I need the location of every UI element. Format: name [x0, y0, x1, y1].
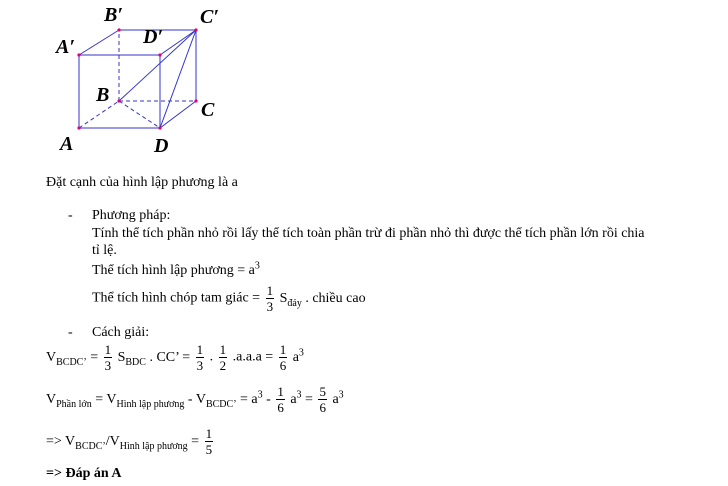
vertex-a [77, 126, 80, 129]
vertex-a1 [77, 53, 80, 56]
cube-volume-formula: Thể tích hình lập phương = $a^3$ [92, 260, 260, 278]
vertex-c1 [194, 28, 197, 31]
equation-2: $V_{Phần lớn} = V_{Hình lập phương} - V_{BCDC’} = a^3$ - $\frac{1}{6}$ $a^3$ = $\frac{5}{6}$ $a^3$ [46, 384, 344, 415]
label-a: A [60, 133, 74, 155]
method-line1: Tính thể tích phần nhỏ rồi lấy thể tích toàn phần trừ đi phần nhỏ thì được thể tích phần lớn rồi chia [92, 226, 645, 241]
label-c: C [201, 99, 215, 121]
answer-text: => Đáp án A [46, 466, 122, 481]
edge-b1-a1 [79, 30, 119, 55]
label-c1: C′ [200, 6, 219, 28]
method-line2: tỉ lệ. [92, 243, 117, 258]
solution-heading: Cách giải: [92, 325, 150, 340]
label-b1: B′ [104, 4, 123, 26]
label-a1: A′ [56, 36, 75, 58]
edge-b-d [119, 101, 160, 128]
label-b: B [96, 84, 110, 106]
method-heading: Phương pháp: [92, 208, 171, 223]
solution-bullet: - [68, 325, 73, 340]
pyramid-volume-formula: Thể tích hình chóp tam giác = $\frac{1}{3}$ $S_{đáy}$ . chiều cao [92, 283, 366, 314]
intro-text: Đặt cạnh của hình lập phương là a [46, 175, 238, 190]
label-d1: D′ [143, 26, 164, 48]
method-bullet: - [68, 208, 73, 223]
edge-d1-c1 [160, 30, 196, 55]
label-d: D [154, 135, 169, 157]
vertex-d1 [158, 53, 161, 56]
vertex-c [194, 99, 197, 102]
equation-1: $V_{BCDC’}$ = $\frac{1}{3}$ $S_{BDC}$ . CC’ = $\frac{1}{3}$ . $\frac{1}{2}$ .a.a.a = $\frac{1}{6}$ $a^3$ [46, 342, 304, 373]
vertex-d [158, 126, 161, 129]
edge-d-c1 [160, 30, 196, 128]
vertex-b1 [117, 28, 120, 31]
equation-3: => $V_{BCDC’}/V_{Hình lập phương}$ = $\frac{1}{5}$ [46, 426, 213, 457]
vertex-b [117, 99, 120, 102]
